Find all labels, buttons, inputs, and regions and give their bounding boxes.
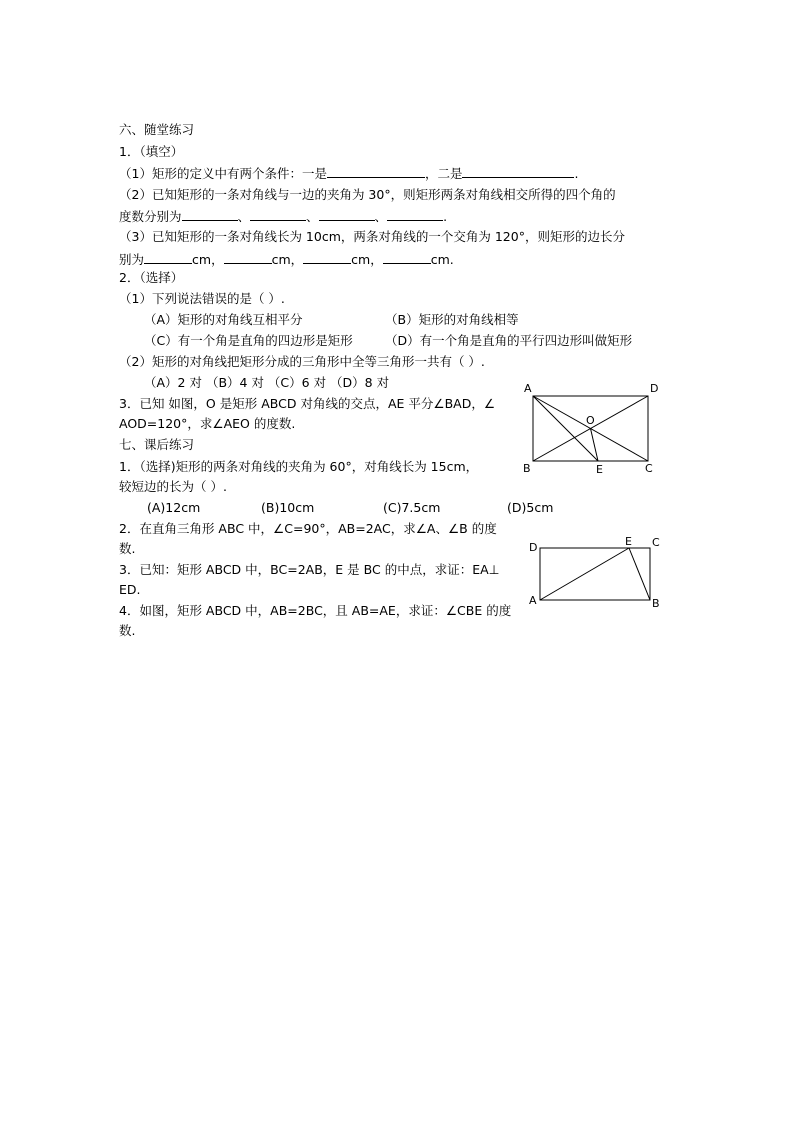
s7-q1-option-b: (B)10cm [261,500,315,515]
s7-q3-line2: ED. [119,582,141,597]
q1-item2-line1: （2）已知矩形的一条对角线与一边的夹角为 30°，则矩形两条对角线相交所得的四个角的 [119,187,616,202]
blank [387,207,443,221]
s7-q2-line2: 数. [119,541,136,556]
s7-q3-line1: 3．已知：矩形 ABCD 中，BC=2AB，E 是 BC 的中点，求证：EA⊥ [119,562,500,577]
q1-label: 1．（填空） [119,144,184,159]
s7-q1-option-d: (D)5cm [507,500,554,515]
label-b: B [652,597,660,610]
q1-item3-line2 [119,250,454,269]
q1-item1-text-a: （1）矩形的定义中有两个条件：一是 [119,166,327,181]
unit: cm. [430,252,454,267]
s7-q1-option-a: (A)12cm [147,500,201,515]
q2-item2: （2）矩形的对角线把矩形分成的三角形中全等三角形一共有（ ）. [119,354,485,369]
q3-line1: 3．已知 如图，O 是矩形 ABCD 对角线的交点，AE 平分∠BAD，∠ [119,396,496,411]
label-e: E [596,463,603,476]
figure-rectangle-abcd-diagonals [518,378,668,478]
s7-q1-line2: 较短边的长为（ ）. [119,479,227,494]
segment-ae [533,396,598,461]
blank [319,207,375,221]
s7-q4-line1: 4．如图，矩形 ABCD 中，AB=2BC，且 AB=AE，求证：∠CBE 的度 [119,603,512,618]
blank [144,250,192,264]
blank [182,207,238,221]
unit: cm， [192,252,224,267]
label-a: A [529,594,537,607]
section-6-heading: 六、随堂练习 [119,122,195,137]
q1-item1 [119,164,578,183]
q1-item2-text: 度数分别为 [119,209,182,224]
q2-item2-choices: （A）2 对 （B）4 对 （C）6 对 （D）8 对 [144,375,390,390]
unit: cm， [271,252,304,267]
q3-line2: AOD=120°，求∠AEO 的度数. [119,416,296,431]
label-c: C [652,536,660,549]
separator: 、 [374,209,388,224]
segment-ae [540,548,629,600]
q2-item1: （1）下列说法错误的是（ ）. [119,291,285,306]
q2-option-c: （C）有一个角是直角的四边形是矩形 [144,333,353,348]
figure-rectangle-abcd-triangle [525,532,670,610]
unit: cm， [351,252,383,267]
s7-q1-option-c: (C)7.5cm [383,500,441,515]
blank [462,164,574,178]
s7-q2-line1: 2．在直角三角形 ABC 中，∠C=90°，AB=2AC，求∠A、∠B 的度 [119,521,497,536]
q1-item1-text-c: . [574,166,579,181]
q2-option-b: （B）矩形的对角线相等 [385,312,519,327]
q2-option-d: （D）有一个角是直角的平行四边形叫做矩形 [385,333,633,348]
blank [303,250,351,264]
label-b: B [523,462,531,475]
s7-q1-line1: 1．（选择)矩形的两条对角线的夹角为 60°，对角线长为 15cm， [119,459,479,474]
section-7-heading: 七、课后练习 [119,437,195,452]
label-a: A [524,382,532,395]
q1-item3-line1: （3）已知矩形的一条对角线长为 10cm，两条对角线的一个交角为 120°，则矩形的边长分 [119,229,625,244]
label-e: E [625,535,632,548]
label-d: D [650,382,659,395]
segment-oe [591,429,599,462]
q1-item2-line2 [119,207,447,226]
label-d: D [529,541,538,554]
s7-q4-line2: 数. [119,623,136,638]
blank [250,207,306,221]
q2-option-a: （A）矩形的对角线互相平分 [144,312,303,327]
label-o: O [586,414,595,427]
q1-item1-text-b: ，二是 [424,166,463,181]
blank [383,250,431,264]
q2-label: 2．（选择） [119,270,184,285]
separator: 、 [306,209,319,224]
rectangle-outline [540,548,650,600]
end-mark: . [443,209,448,224]
blank [327,164,425,178]
segment-eb [629,548,650,600]
blank [224,250,272,264]
label-c: C [645,462,653,475]
separator: 、 [237,209,251,224]
q1-item3-text: 别为 [119,252,145,267]
